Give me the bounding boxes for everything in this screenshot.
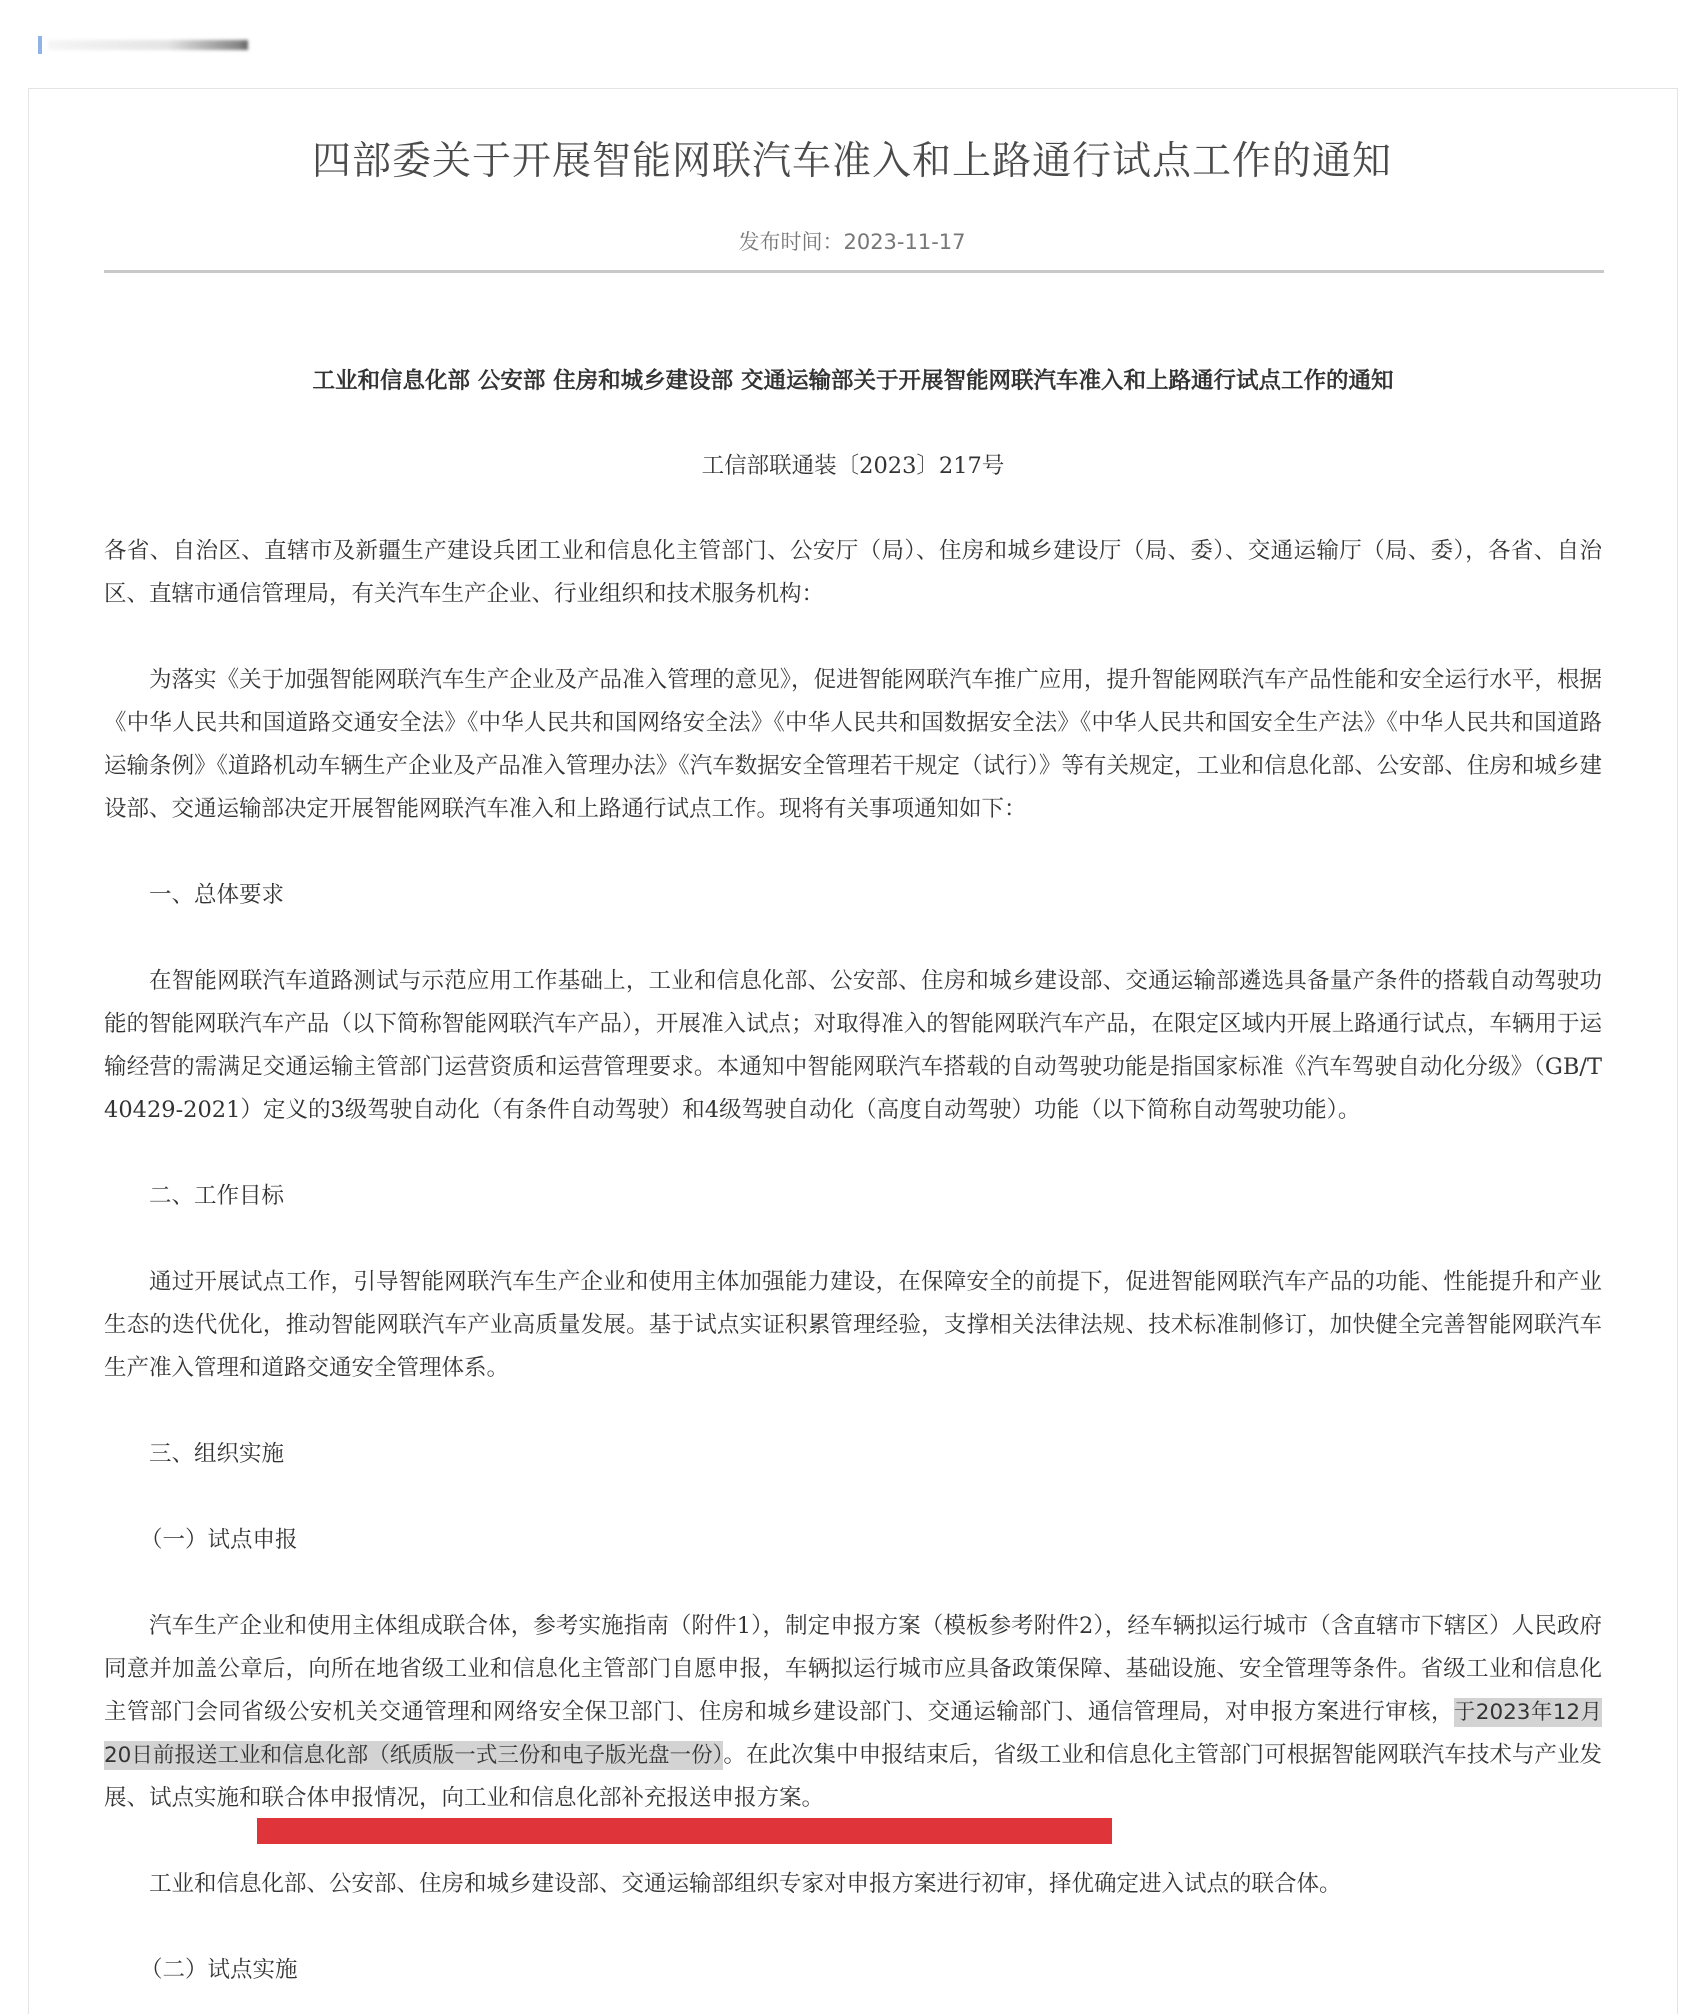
section-2-title: 二、工作目标 bbox=[149, 1183, 285, 1209]
section-1-title: 一、总体要求 bbox=[149, 882, 285, 908]
notice-heading: 工业和信息化部 公安部 住房和城乡建设部 交通运输部关于开展智能网联汽车准入和上路通行试点工作的通知 bbox=[312, 368, 1394, 394]
addressees: 各省、自治区、直辖市及新疆生产建设兵团工业和信息化主管部门、公安厅（局）、住房和城乡建设厅（局、委）、交通运输厅（局、委），各省、自治区、直辖市通信管理局，有关汽车生产企业、行业组织和技术服务机构： bbox=[104, 538, 1602, 607]
logo-bar bbox=[38, 36, 42, 54]
highlighted-deadline: 于2023年12月20日前报送工业和信息化部（纸质版一式三份和电子版光盘一份） bbox=[104, 1700, 1602, 1768]
sub1-text-post: 。在此次集中申报结束后，省级工业和信息化主管部门可根据智能网联汽车技术与产业发展、试点实施和联合体申报情况，向工业和信息化部补充报送申报方案。 bbox=[104, 1742, 1602, 1811]
red-underline-mark bbox=[257, 1818, 1112, 1844]
subsection-1-title: （一）试点申报 bbox=[140, 1527, 298, 1553]
subsection-1-body bbox=[104, 1605, 1602, 1820]
page-title: 四部委关于开展智能网联汽车准入和上路通行试点工作的通知 bbox=[311, 139, 1392, 184]
subsection-1-body-2: 工业和信息化部、公安部、住房和城乡建设部、交通运输部组织专家对申报方案进行初审，择优确定进入试点的联合体。 bbox=[149, 1871, 1342, 1897]
subsection-2-title: （二）试点实施 bbox=[140, 1957, 298, 1983]
section-2-body: 通过开展试点工作，引导智能网联汽车生产企业和使用主体加强能力建设，在保障安全的前提下，促进智能网联汽车产品的功能、性能提升和产业生态的迭代优化，推动智能网联汽车产业高质量发展。基于试点实证积累管理经验，支撑相关法律法规、技术标准制修订，加快健全完善智能网联汽车生产准入管理和道路交通安全管理体系。 bbox=[104, 1269, 1602, 1381]
site-logo[interactable] bbox=[38, 32, 258, 54]
section-3-title: 三、组织实施 bbox=[149, 1441, 285, 1467]
article-body bbox=[104, 360, 1602, 2014]
title-divider bbox=[104, 270, 1604, 273]
document-number: 工信部联通装〔2023〕217号 bbox=[701, 453, 1005, 479]
sub1-text-pre: 汽车生产企业和使用主体组成联合体，参考实施指南（附件1），制定申报方案（模板参考附件2），经车辆拟运行城市（含直辖市下辖区）人民政府同意并加盖公章后，向所在地省级工业和信息化主管部门自愿申报，车辆拟运行城市应具备政策保障、基础设施、安全管理等条件。省级工业和信息化主管部门会同省级公安机关交通管理和网络安全保卫部门、住房和城乡建设部门、交通运输部门、通信管理局，对申报方案进行审核， bbox=[104, 1613, 1602, 1725]
intro-paragraph: 为落实《关于加强智能网联汽车生产企业及产品准入管理的意见》，促进智能网联汽车推广应用，提升智能网联汽车产品性能和安全运行水平，根据《中华人民共和国道路交通安全法》《中华人民共和国网络安全法》《中华人民共和国数据安全法》《中华人民共和国安全生产法》《中华人民共和国道路运输条例》《道路机动车辆生产企业及产品准入管理办法》《汽车数据安全管理若干规定（试行）》等有关规定，工业和信息化部、公安部、住房和城乡建设部、交通运输部决定开展智能网联汽车准入和上路通行试点工作。现将有关事项通知如下： bbox=[104, 667, 1602, 822]
section-1-body: 在智能网联汽车道路测试与示范应用工作基础上，工业和信息化部、公安部、住房和城乡建设部、交通运输部遴选具备量产条件的搭载自动驾驶功能的智能网联汽车产品（以下简称智能网联汽车产品），开展准入试点；对取得准入的智能网联汽车产品，在限定区域内开展上路通行试点，车辆用于运输经营的需满足交通运输主管部门运营资质和运营管理要求。本通知中智能网联汽车搭载的自动驾驶功能是指国家标准《汽车驾驶自动化分级》（GB/T 40429-2021）定义的3级驾驶自动化（有条件自动驾驶）和4级驾驶自动化（高度自动驾驶）功能（以下简称自动驾驶功能）。 bbox=[104, 968, 1602, 1123]
publish-date: 发布时间：2023-11-17 bbox=[738, 230, 966, 254]
logo-blurred-text bbox=[48, 40, 248, 50]
